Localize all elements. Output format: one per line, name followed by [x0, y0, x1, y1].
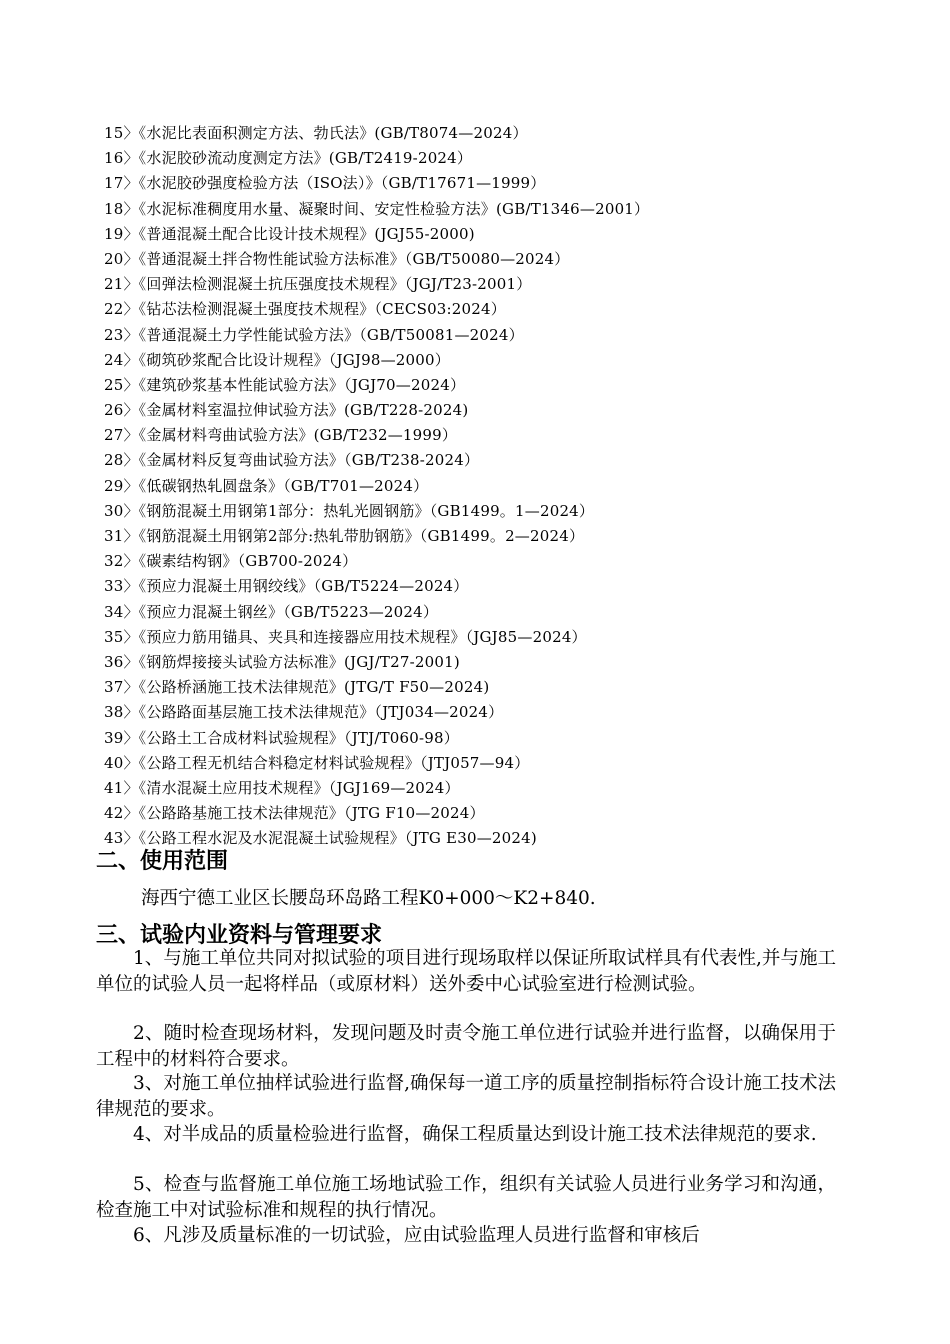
list-item: 34〉《预应力混凝土钢丝》（GB/T5223—2024） — [104, 602, 439, 621]
list-item: 30〉《钢筋混凝土用钢第1部分：热轧光圆钢筋》（GB1499。1—2024） — [104, 501, 595, 520]
list-item: 15〉《水泥比表面积测定方法、勃氏法》(GB/T8074—2024） — [104, 124, 528, 142]
list-item: 33〉《预应力混凝土用钢绞线》（GB/T5224—2024） — [104, 577, 469, 596]
requirement-paragraph-2: 2、随时检查现场材料，发现问题及时责令施工单位进行试验并进行监督，以确保用于工程中的材料符合要求。 — [96, 1023, 836, 1070]
list-item: 42〉《公路路基施工技术法律规范》（JTG F10—2024） — [104, 804, 485, 823]
list-item: 31〉《钢筋混凝土用钢第2部分:热轧带肋钢筋》（GB1499。2—2024） — [104, 527, 585, 545]
list-item: 28〉《金属材料反复弯曲试验方法》（GB/T238-2024） — [104, 451, 480, 470]
requirement-paragraph-5: 5、检查与监督施工单位施工场地试验工作，组织有关试验人员进行业务学习和沟通，检查施工中对试验标准和规程的执行情况。 — [96, 1174, 836, 1221]
requirement-paragraph-3: 3、对施工单位抽样试验进行监督,确保每一道工序的质量控制指标符合设计施工技术法律规范的要求。 — [96, 1073, 836, 1120]
list-item: 26〉《金属材料室温拉伸试验方法》(GB/T228-2024) — [104, 401, 469, 420]
list-item: 29〉《低碳钢热轧圆盘条》（GB/T701—2024） — [104, 476, 429, 495]
list-item: 32〉《碳素结构钢》（GB700-2024） — [104, 552, 358, 571]
list-item: 19〉《普通混凝土配合比设计技术规程》(JGJ55-2000) — [104, 224, 475, 243]
list-item: 16〉《水泥胶砂流动度测定方法》(GB/T2419-2024） — [104, 149, 473, 168]
scope-text: 海西宁德工业区长腰岛环岛路工程K0+000～K2+840. — [141, 888, 596, 909]
list-item: 38〉《公路路面基层施工技术法律规范》（JTJ034—2024） — [104, 703, 504, 722]
list-item: 40〉《公路工程无机结合料稳定材料试验规程》（JTJ057—94） — [104, 753, 530, 772]
list-item: 22〉《钻芯法检测混凝土强度技术规程》（CECS03:2024） — [104, 300, 506, 319]
list-item: 35〉《预应力筋用锚具、夹具和连接器应用技术规程》（JGJ85—2024） — [104, 627, 587, 646]
list-item: 37〉《公路桥涵施工技术法律规范》(JTG/T F50—2024) — [104, 678, 490, 697]
list-item: 18〉《水泥标准稠度用水量、凝聚时间、安定性检验方法》(GB/T1346—2001） — [104, 199, 650, 218]
standards-list — [104, 121, 649, 851]
list-item: 23〉《普通混凝土力学性能试验方法》（GB/T50081—2024） — [104, 325, 524, 344]
list-item: 20〉《普通混凝土拌合物性能试验方法标准》（GB/T50080—2024） — [104, 249, 570, 268]
list-item: 21〉《回弹法检测混凝土抗压强度技术规程》（JGJ/T23-2001） — [104, 275, 532, 294]
section-heading-requirements: 三、试验内业资料与管理要求 — [96, 923, 383, 948]
list-item: 24〉《砌筑砂浆配合比设计规程》（JGJ98—2000） — [104, 350, 450, 369]
requirement-paragraph-6: 6、凡涉及质量标准的一切试验，应由试验监理人员进行监督和审核后 — [133, 1225, 700, 1246]
list-item: 43〉《公路工程水泥及水泥混凝土试验规程》（JTG E30—2024) — [104, 829, 537, 848]
list-item: 39〉《公路土工合成材料试验规程》（JTJ/T060-98） — [104, 728, 459, 747]
list-item: 36〉《钢筋焊接接头试验方法标准》(JGJ/T27-2001) — [104, 652, 460, 671]
list-item: 27〉《金属材料弯曲试验方法》(GB/T232—1999） — [104, 426, 458, 445]
list-item: 25〉《建筑砂浆基本性能试验方法》（JGJ70—2024） — [104, 375, 466, 394]
requirement-paragraph-1: 1、与施工单位共同对拟试验的项目进行现场取样以保证所取试样具有代表性,并与施工单位的试验人员一起将样品（或原材料）送外委中心试验室进行检测试验。 — [96, 948, 836, 995]
requirement-paragraph-4: 4、对半成品的质量检验进行监督，确保工程质量达到设计施工技术法律规范的要求. — [133, 1124, 817, 1145]
list-item: 17〉《水泥胶砂强度检验方法（ISO法）》（GB/T17671—1999） — [104, 174, 546, 193]
list-item: 41〉《清水混凝土应用技术规程》（JGJ169—2024） — [104, 778, 460, 797]
section-heading-scope: 二、使用范围 — [96, 849, 229, 874]
